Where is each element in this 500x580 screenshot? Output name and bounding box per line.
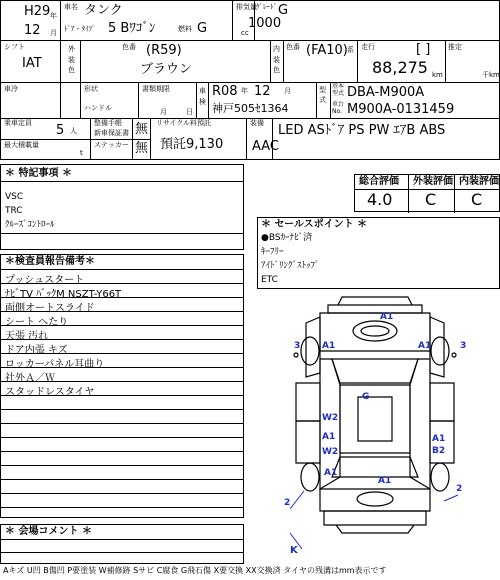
- damage-code: G: [362, 392, 370, 402]
- interior-rating: C: [471, 190, 483, 209]
- maintenance-value: 無: [135, 122, 149, 137]
- inspection-title: ＊検査員報告備考＊: [5, 256, 95, 267]
- damage-code: A1: [322, 432, 336, 442]
- special-item: VSC: [5, 192, 24, 202]
- grade-label: ｸﾞﾚｰﾄﾞ: [256, 3, 277, 11]
- model-code: DBA-M900A: [347, 85, 425, 100]
- shift-label: シフト: [4, 43, 25, 51]
- mileage-unit: km: [432, 71, 443, 79]
- sales-item: ｷｰﾌﾘｰ: [261, 247, 284, 257]
- fuel-label: 燃料: [178, 25, 192, 33]
- inspection-item: ﾅﾋﾞTV ﾊﾞｯｸM NSZT-Y66T: [5, 289, 122, 300]
- sticker-label: ステッカー: [94, 141, 129, 149]
- capacity-label: 乗車定員: [4, 119, 32, 127]
- chassis-number: M900A-0131459: [347, 102, 455, 117]
- docs-label: 書類期限: [142, 85, 170, 93]
- door-type-label: ﾄﾞｱ・ﾀｲﾌﾟ: [64, 25, 96, 33]
- maintenance-label: 整備手帳: [94, 119, 122, 127]
- car-diagram: [280, 293, 470, 558]
- inspection-item: ドア内張 キズ: [5, 345, 68, 356]
- docs-day-unit: 日: [186, 108, 193, 116]
- shape-label: 形状: [84, 85, 98, 93]
- damage-code: A1: [418, 341, 432, 351]
- ac-label: 車冷: [4, 85, 18, 93]
- type-label: 型式: [319, 86, 326, 104]
- damage-legend: Aキズ U凹 B傷凹 P要塗装 W補修跡 Sサビ C腐食 G飛石傷 X要交換 XX交換済 タイヤの残溝はmm表示です: [3, 566, 387, 575]
- overall-rating-label: 総合評価: [359, 176, 399, 187]
- ratings-box: [354, 174, 500, 212]
- month-unit: 月: [50, 29, 57, 37]
- handle-label: ハンドル: [84, 104, 112, 112]
- new-car-label: 新車保証書: [94, 129, 129, 137]
- year-era: H29: [24, 4, 51, 19]
- overall-rating: 4.0: [367, 190, 393, 209]
- door-type: 5 Bﾜｺﾞﾝ: [108, 21, 156, 36]
- interior-label: 内装色: [273, 45, 280, 74]
- inspection-item: ロッカーパネル耳曲り: [5, 359, 105, 370]
- inspection-box: [0, 254, 244, 518]
- model-name: タンク: [84, 3, 123, 18]
- damage-code: W2: [322, 447, 339, 457]
- year-unit: 年: [50, 12, 57, 20]
- inspection-month: 12: [254, 84, 271, 99]
- recycle-label: リサイクル料預託: [156, 119, 212, 127]
- special-item: TRC: [5, 206, 23, 216]
- inspection-item: 社外Ａ／Ｗ: [5, 373, 55, 384]
- capacity-value: 5: [56, 123, 65, 138]
- inspection-year-unit: 年: [241, 87, 248, 95]
- inspection-item: シート へたり: [5, 317, 69, 328]
- venue-title: ＊ 会場コメント ＊: [5, 526, 92, 537]
- sales-points-box: [257, 217, 500, 289]
- inspection-item: 両側オートスライド: [5, 303, 95, 314]
- color-code: (R59): [146, 43, 182, 58]
- chassis-label: 車台No.: [332, 101, 345, 115]
- base-label: 基本型式: [332, 83, 345, 97]
- damage-code: A1: [380, 312, 394, 322]
- color-label: 色番: [122, 43, 136, 51]
- sales-item: ●BSｶｰﾅﾋﾞ済: [261, 233, 313, 243]
- mileage-bracket: [ ]: [416, 42, 431, 57]
- mileage-label: 走行: [361, 43, 375, 51]
- shift-value: IAT: [22, 56, 42, 71]
- exterior-rating: C: [425, 190, 437, 209]
- inspection-era: R08: [212, 84, 238, 99]
- damage-code: 3: [294, 341, 301, 351]
- capacity-unit: 人: [70, 127, 77, 135]
- damage-code: A1: [324, 468, 338, 478]
- sales-item: ETC: [261, 275, 278, 285]
- grade-value: G: [278, 3, 289, 18]
- inspection-item: プッシュスタート: [5, 275, 85, 286]
- sales-item: ｱｲﾄﾞﾘﾝｸﾞｽﾄｯﾌﾟ: [261, 261, 320, 271]
- interior-color-label: 色番: [286, 43, 300, 51]
- damage-code: 3: [460, 341, 467, 351]
- damage-code: K: [290, 545, 298, 556]
- venue-comment-box: [0, 524, 244, 564]
- estimate-unit: 千km: [482, 71, 500, 79]
- exterior-rating-label: 外装評価: [413, 176, 453, 187]
- docs-month-unit: 月: [160, 108, 167, 116]
- recycle-value: 預託9,130: [160, 137, 224, 152]
- damage-code: A1: [378, 476, 392, 486]
- damage-code: B2: [432, 446, 446, 456]
- max-load-label: 最大積載量: [4, 141, 39, 149]
- damage-code: A1: [322, 341, 336, 351]
- displacement-value: 1000: [248, 16, 282, 31]
- equipment-label: 装備: [250, 119, 264, 127]
- fuel-value: G: [197, 21, 208, 36]
- damage-code: A1: [432, 434, 446, 444]
- ac-value: AAC: [252, 139, 279, 154]
- displacement-unit: cc: [241, 29, 249, 37]
- model-label: 車名: [64, 3, 78, 11]
- plate-number: 神戸505ｾ1364: [212, 102, 289, 115]
- exterior-label: 外装色: [68, 45, 75, 74]
- damage-code: 2: [284, 498, 291, 508]
- special-item: ｸﾙｰｽﾞｺﾝﾄﾛｰﾙ: [5, 220, 55, 230]
- sticker-value: 無: [135, 141, 149, 156]
- damage-code: 2: [456, 484, 463, 494]
- interior-suffix: 系: [347, 46, 354, 54]
- equipment-value: LED ASﾄﾞｱ PS PW ｴｱB ABS: [278, 123, 446, 138]
- damage-code: W2: [322, 413, 339, 423]
- estimate-label: 推定: [448, 43, 462, 51]
- inspection-label: 車検: [199, 87, 206, 106]
- special-title: ＊ 特記事項 ＊: [5, 168, 72, 179]
- interior-rating-label: 内装評価: [459, 176, 499, 187]
- month-value: 12: [24, 23, 41, 38]
- interior-color-code: (FA10): [306, 43, 348, 58]
- mileage-value: 88,275: [372, 58, 428, 77]
- max-load-unit: t: [80, 149, 83, 157]
- inspection-item: 天張 汚れ: [5, 331, 49, 342]
- inspection-month-unit: 月: [284, 87, 291, 95]
- color-name: ブラウン: [140, 62, 193, 77]
- displacement-label: 排気量: [236, 3, 257, 11]
- inspection-item: スタッドレスタイヤ: [5, 387, 95, 398]
- special-items-box: [0, 164, 244, 250]
- sales-title: ＊ セールスポイント ＊: [261, 219, 368, 230]
